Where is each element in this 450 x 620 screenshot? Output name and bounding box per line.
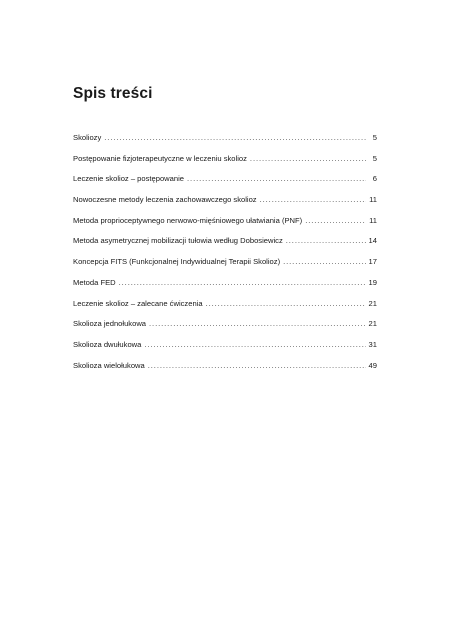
toc-entry bbox=[73, 149, 377, 170]
toc-page-number: 11 bbox=[369, 215, 377, 225]
toc-entry bbox=[73, 128, 377, 149]
toc-entry bbox=[73, 335, 377, 356]
toc-entry-title: Koncepcja FITS (Funkcjonalnej Indywidualnej Terapii Skolioz) bbox=[73, 257, 281, 267]
toc-entry-title: Skolioza wielołukowa bbox=[73, 360, 145, 370]
toc-entry-title: Metoda proprioceptywnego nerwowo-mięśniowego ułatwiania (PNF) bbox=[73, 215, 303, 225]
dot-leader bbox=[250, 149, 366, 170]
dot-leader bbox=[305, 211, 366, 232]
toc-entry bbox=[73, 231, 377, 252]
toc-entry bbox=[73, 190, 377, 211]
toc-entry-title: Postępowanie fizjoterapeutyczne w leczeniu skolioz bbox=[73, 153, 247, 163]
dot-leader bbox=[148, 356, 366, 377]
toc-page-number: 21 bbox=[368, 298, 377, 308]
dot-leader bbox=[104, 128, 366, 149]
toc-entry bbox=[73, 356, 377, 377]
toc-entry-title: Metoda FED bbox=[73, 277, 116, 287]
dot-leader bbox=[187, 169, 366, 190]
toc-entry bbox=[73, 252, 377, 273]
toc-page-number: 11 bbox=[369, 195, 377, 205]
toc-page-number: 21 bbox=[368, 319, 377, 329]
toc-entry-title: Leczenie skolioz – zalecane ćwiczenia bbox=[73, 298, 203, 308]
toc-entry bbox=[73, 294, 377, 315]
toc-entry bbox=[73, 211, 377, 232]
toc-page-number: 6 bbox=[372, 174, 377, 184]
toc-entry-title: Skolioza jednołukowa bbox=[73, 319, 147, 329]
dot-leader bbox=[283, 252, 365, 273]
dot-leader bbox=[286, 231, 366, 252]
toc-entry bbox=[73, 273, 377, 294]
toc-page-number: 31 bbox=[368, 339, 377, 349]
toc-page-number: 5 bbox=[372, 133, 377, 142]
toc-entry-title: Skoliozy bbox=[73, 133, 102, 142]
toc-entry-title: Skolioza dwułukowa bbox=[73, 339, 142, 349]
toc-page-number: 17 bbox=[368, 257, 377, 267]
page-title: Spis treści bbox=[73, 85, 153, 102]
dot-leader bbox=[119, 273, 366, 294]
table-of-contents bbox=[73, 128, 377, 376]
toc-entry-title: Leczenie skolioz – postępowanie bbox=[73, 174, 185, 184]
toc-page-number: 49 bbox=[368, 360, 377, 370]
toc-entry bbox=[73, 169, 377, 190]
toc-page-number: 19 bbox=[368, 277, 377, 287]
toc-page-number: 5 bbox=[372, 153, 377, 163]
dot-leader bbox=[206, 294, 366, 315]
dot-leader bbox=[144, 335, 365, 356]
dot-leader bbox=[149, 314, 366, 335]
toc-entry bbox=[73, 314, 377, 335]
toc-entry-title: Metoda asymetrycznej mobilizacji tułowia według Dobosiewicz bbox=[73, 236, 283, 246]
toc-page-number: 14 bbox=[368, 236, 377, 246]
dot-leader bbox=[260, 190, 366, 211]
toc-entry-title: Nowoczesne metody leczenia zachowawczego skolioz bbox=[73, 195, 257, 205]
